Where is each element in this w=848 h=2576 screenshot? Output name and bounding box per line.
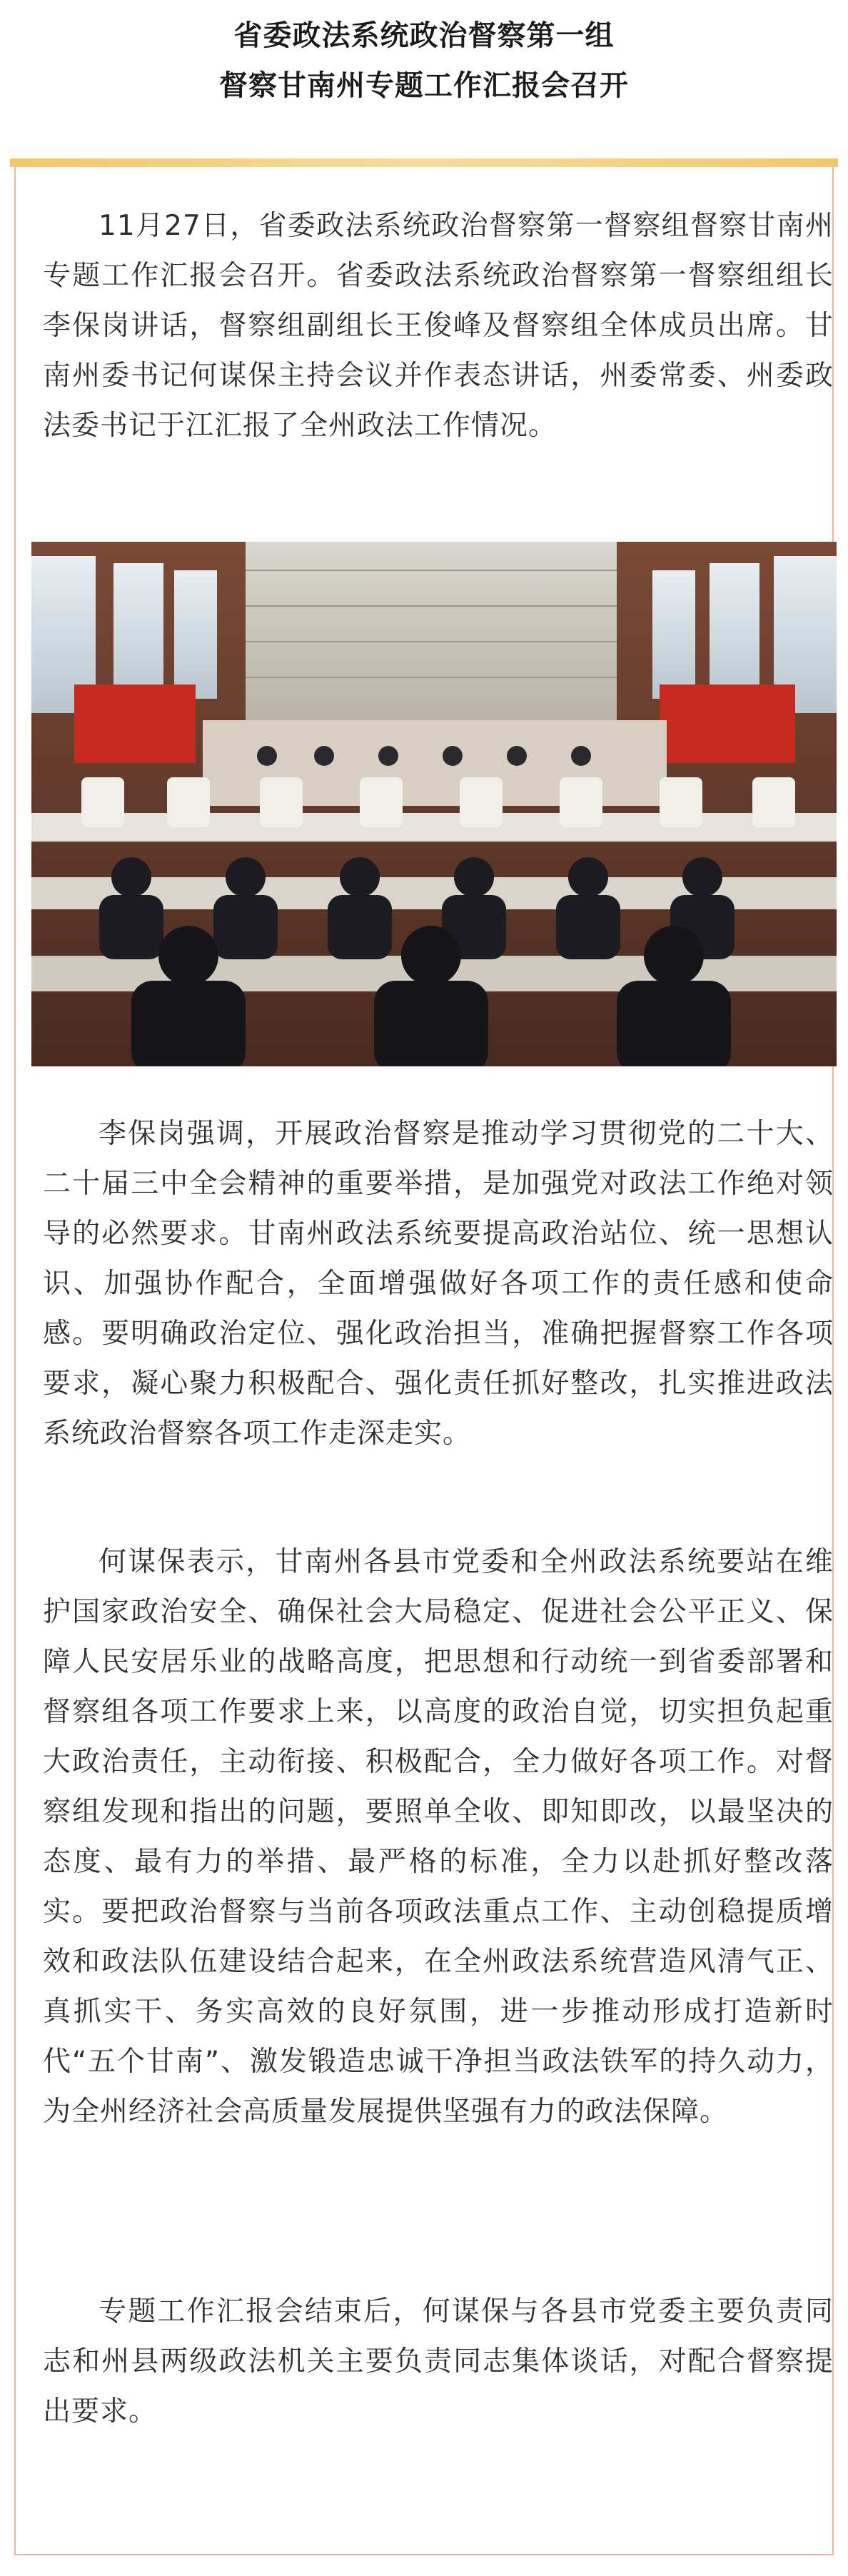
article-paragraph-3: 何谋保表示，甘南州各县市党委和全州政法系统要站在维护国家政治安全、确保社会大局稳定、促进社会公平正义、保障人民安居乐业的战略高度，把思想和行动统一到省委部署和督察组各项工作要求上来，以高度的政治自觉，切实担负起重大政治责任，主动衔接、积极配合，全力做好各项工作。对督察组发现和指出的问题，要照单全收、即知即改，以最坚决的态度、最有力的举措、最严格的标准，全力以赴抓好整改落实。要把政治督察与当前各项政法重点工作、主动创稳提质增效和政法队伍建设结合起来，在全州政法系统营造风清气正、真抓实干、务实高效的良好氛围，进一步推动形成打造新时代“五个甘南”、激发锻造忠诚干净担当政法铁军的持久动力，为全州经济社会高质量发展提供坚强有力的政法保障。: [43, 1546, 834, 2128]
article-paragraph-4: 专题工作汇报会结束后，何谋保与各县市党委主要负责同志和州县两级政法机关主要负责同志集体谈话，对配合督察提出要求。: [43, 2295, 834, 2428]
page-title-line-1: 省委政法系统政治督察第一组: [233, 19, 615, 52]
article-paragraph-2: 李保岗强调，开展政治督察是推动学习贯彻党的二十大、二十届三中全会精神的重要举措，是加强党对政法工作绝对领导的必然要求。甘南州政法系统要提高政治站位、统一思想认识、加强协作配合，全面增强做好各项工作的责任感和使命感。要明确政治定位、强化政治担当，准确把握督察工作各项要求，凝心聚力积极配合、强化责任抓好整改，扎实推进政法系统政治督察各项工作走深走实。: [43, 1118, 834, 1450]
decorative-gold-bar: [10, 158, 838, 167]
title-block: [0, 0, 848, 164]
meeting-photo-icon: [31, 542, 837, 1066]
article-frame: [14, 167, 834, 2555]
meeting-photo[interactable]: [31, 542, 837, 1066]
article-paragraph-1: 11月27日，省委政法系统政治督察第一督察组督察甘南州专题工作汇报会召开。省委政法系统政治督察第一督察组组长李保岗讲话，督察组副组长王俊峰及督察组全体成员出席。甘南州委书记何谋保主持会议并作表态讲话，州委常委、州委政法委书记于江汇报了全州政法工作情况。: [43, 210, 834, 442]
page-title-line-2: 督察甘南州专题工作汇报会召开: [219, 69, 629, 102]
